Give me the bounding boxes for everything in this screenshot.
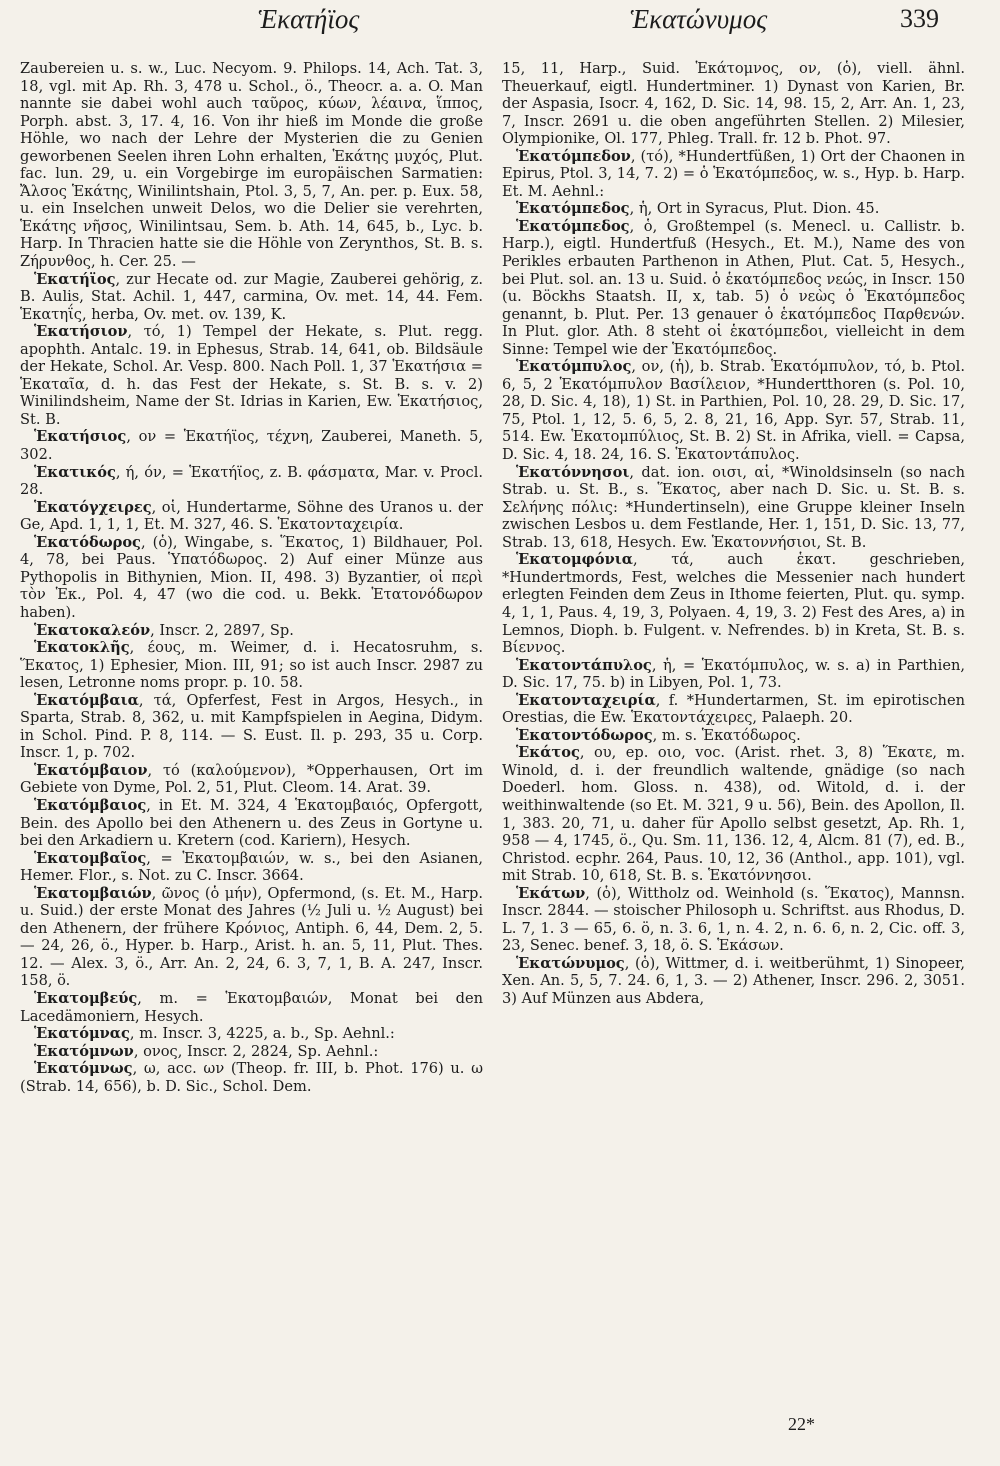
entry-text: , τό (καλούμενον), *Opperhausen, Ort im Gebiete von Dyme, Pol. 2, 51, Plut. Cleom. 14. Arat. 39.: [20, 761, 483, 797]
dictionary-entry: [502, 218, 965, 358]
entry-text: , (τό), *Hundertfüßen, 1) Ort der Chaonen in Epirus, Ptol. 3, 14, 7. 2) = ὁ Ἑκατόμπεδος, w. s., Hyp. b. Harp. Et. M. Aehnl.:: [502, 147, 965, 200]
dictionary-entry: [20, 499, 483, 534]
page-number: 339: [900, 4, 939, 33]
dictionary-entry: [20, 762, 483, 797]
entry-lemma: Ἑκατόμβαια: [34, 691, 139, 709]
entry-lemma: Ἑκάτων: [516, 884, 586, 902]
dictionary-entry: [20, 323, 483, 428]
entry-lemma: Ἑκατομφόνια: [516, 551, 634, 569]
header-right-word: Ἑκατώνυμος: [630, 4, 768, 34]
dictionary-entry: [502, 148, 965, 201]
entry-lemma: Ἑκατόμπεδον: [516, 147, 631, 165]
entry-lemma: Ἑκατόμβαιος: [34, 796, 147, 814]
entry-text: , (ὁ), Wittholz od. Weinhold (s. Ἕκατος), Mannsn. Inscr. 2844. — stoischer Philosoph u. Schriftst. aus Rhodus, D. L. 7, 1. 3 — 65, 6. ö, n. 3. 6, 1, n. 4. 2, n. 6. 6, n. 2, Cic. off. 3, 23, Senec. benef. 3, 18, ö. S. Ἑκάσων.: [502, 884, 965, 955]
dictionary-entry: [502, 692, 965, 727]
entry-lemma: Ἑκατώνυμος: [516, 954, 625, 972]
entry-text: , f. *Hundertarmen, St. im epirotischen Orestias, die Ew. Ἑκατοντάχειρες, Palaeph. 20.: [502, 691, 965, 727]
entry-lemma: Ἑκατόμπεδος: [516, 200, 630, 218]
dictionary-entry: [502, 744, 965, 884]
right-column: [502, 60, 965, 1008]
dictionary-entry: [20, 1060, 483, 1095]
entry-lemma: Ἑκατοντόδωρος: [516, 726, 653, 744]
dictionary-entry: [20, 534, 483, 622]
signature-mark: 22*: [788, 1414, 815, 1434]
entry-lemma: Ἑκατόμνας: [34, 1025, 130, 1043]
entry-text: , τά, auch ἑκατ. geschrieben, *Hundertmords, Fest, welches die Messenier nach hundert erlegten Feinden dem Zeus in Ithome feierten, Plut. qu. symp. 4, 1, 1, Paus. 4, 19, 3, Polyaen. 4, 19, 3. 2) Fest des Ares, a) in Lemnos, Dioph. b. Fulgent. v. Nefrendes. b) in Kreta, St. B. s. Βίεννος.: [502, 551, 965, 657]
entry-lemma: Ἑκατομβεύς: [34, 989, 138, 1007]
dictionary-entry: [20, 464, 483, 499]
entry-text: , Inscr. 2, 2897, Sp.: [150, 621, 294, 639]
entry-text: , ἡ, Ort in Syracus, Plut. Dion. 45.: [629, 200, 880, 218]
entry-text: , (ὁ), Wingabe, s. Ἕκατος, 1) Bildhauer, Pol. 4, 78, bei Paus. Ὑπατόδωρος. 2) Auf einer Münze aus Pythopolis in Bithynien, Mion. II, 498. 3) Byzantier, οἱ περὶ τὸν Ἑκ., Pol. 4, 47 (wo die cod. u. Bekk. Ἑτατονόδωρον haben).: [20, 533, 483, 621]
entry-lemma: Ἑκατοκλῆς: [34, 639, 130, 657]
dictionary-entry: [502, 885, 965, 955]
entry-lemma: Ἑκατικός: [34, 463, 116, 481]
left-column: [20, 60, 483, 1095]
entry-text: , ου, ep. οιο, voc. (Arist. rhet. 3, 8) Ἕκατε, m. Winold, d. i. der freundlich waltende, gnädige (so nach Doederl. hom. Gloss. n. 438), od. Witold, d. i. der weithinwaltende (so Et. M. 321, 9 u. 56), Bein. des Apollon, Il. 1, 383. 20, 71, u. daher für Apollo selbst gesetzt, Ap. Rh. 1, 958 — 4, 1745, ö., Qu. Sm. 11, 136. 12, 4, Alcm. 81 (7), ed. B., Christod. ecphr. 264, Paus. 10, 12, 36 (Anthol., app. 101), vgl. mit Strab. 10, 618, St. B. s. Ἑκατόννησοι.: [502, 744, 965, 885]
entry-text: , οἱ, Hundertarme, Söhne des Uranos u. der Ge, Apd. 1, 1, 1, Et. M. 327, 46. S. Ἑκατονταχειρία.: [20, 498, 483, 534]
entry-text: , zur Hecate od. zur Magie, Zauberei gehörig, z. B. Aulis, Stat. Achil. 1, 447, carmina, Ov. met. 14, 44. Fem. Ἑκατηΐς, herba, Ov. met. ov. 139, K.: [20, 270, 483, 323]
entry-lemma: Ἑκατόγχειρες: [34, 498, 152, 516]
dictionary-entry: [20, 692, 483, 762]
entry-lemma: Ἑκατοντάπυλος: [516, 656, 652, 674]
running-head: [0, 4, 1000, 44]
entry-text: , m. = Ἑκατομβαιών, Monat bei den Lacedämoniern, Hesych.: [20, 989, 483, 1025]
entry-text: , ονος, Inscr. 2, 2824, Sp. Aehnl.:: [133, 1042, 379, 1060]
entry-text: , ὁ, Großtempel (s. Menecl. u. Callistr. b. Harp.), eigtl. Hundertfuß (Hesych., Et. M.), Name des von Perikles erbauten Parthenon in Athen, Plut. Cat. 5, Hesych., bei Plut. sol. an. 13 u. Suid. ὁ ἑκατόμπεδος νεώς, in Inscr. 150 (u. Böckhs Staatsh. II, x, tab. 5) ὁ νεὼς ὁ Ἑκατόμπεδος genannt, b. Plut. Per. 13 genauer ὁ ἑκατόμπεδος Παρθενών. In Plut. glor. Ath. 8 steht οἱ ἑκατόμπεδοι, vielleicht in dem Sinne: Tempel wie der Ἑκατόμπεδος.: [502, 217, 965, 358]
entry-lemma: Ἑκατόννησοι: [516, 463, 630, 481]
dictionary-entry: [20, 271, 483, 324]
dictionary-entry: [20, 885, 483, 990]
entry-lemma: Ἑκατόμνως: [34, 1060, 133, 1078]
dictionary-entry: [20, 990, 483, 1025]
dictionary-entry: [502, 60, 965, 148]
dictionary-entry: [20, 428, 483, 463]
entry-text: , m. s. Ἑκατόδωρος.: [652, 726, 801, 744]
dictionary-entry: [502, 551, 965, 656]
entry-text: Zaubereien u. s. w., Luc. Necyom. 9. Philops. 14, Ach. Tat. 3, 18, vgl. mit Ap. Rh. 3, 478 u. Schol., ö., Theocr. a. a. O. Man nannte sie dabei wohl auch ταῦρος, κύων, λέαινα, ἵππος, Porph. abst. 3, 17. 4, 16. Von ihr hieß im Monde die große Höhle, wo nach der Lehre der Mysterien die zu Genien geworbenen Seelen ihren Lohn erhalten, Ἑκάτης μυχός, Plut. fac. lun. 29, u. ein Vorgebirge im europäischen Sarmatien: Ἄλσος Ἑκάτης, Winilintshain, Ptol. 3, 5, 7, An. per. p. Eux. 58, u. ein Inselchen unweit Delos, wo die Delier sie verehrten, Ἑκάτης νῆσος, Winilintsau, Sem. b. Ath. 14, 645, b., Lyc. b. Harp. In Thracien hatte sie die Höhle von Zerynthos, St. B. s. Ζήρυνθος, h. Cer. 25. —: [20, 60, 483, 271]
dictionary-entry: [20, 797, 483, 850]
dictionary-entry: [502, 727, 965, 745]
dictionary-entry: [20, 639, 483, 692]
dictionary-entry: [20, 1025, 483, 1043]
entry-lemma: Ἑκάτος: [516, 744, 580, 762]
entry-lemma: Ἑκατήσιον: [34, 323, 128, 341]
dictionary-entry: [20, 1043, 483, 1061]
entry-text: , in Et. M. 324, 4 Ἑκατομβαιός, Opfergott, Bein. des Apollo bei den Athenern u. des Zeus in Gortyne u. bei den Arkadiern u. Kretern (cod. Kariern), Hesych.: [20, 796, 483, 850]
entry-text: , ῶνος (ὁ μήν), Opfermond, (s. Et. M., Harp. u. Suid.) der erste Monat des Jahres (½ Juli u. ½ August) bei den Athenern, der frühere Κρόνιος, Antiph. 6, 44, Dem. 2, 5. — 24, 26, ö., Hyper. b. Harp., Arist. h. an. 5, 11, Plut. Thes. 12. — Alex. 3, ö., Arr. An. 2, 24, 6. 3, 7, 1, B. A. 247, Inscr. 158, ö.: [20, 884, 483, 990]
dictionary-entry: [20, 622, 483, 640]
dictionary-entry: [502, 657, 965, 692]
entry-lemma: Ἑκατόμνων: [34, 1042, 134, 1060]
entry-text: , ἡ, = Ἑκατόμπυλος, w. s. a) in Parthien, D. Sic. 17, 75. b) in Libyen, Pol. 1, 73.: [502, 656, 965, 692]
entry-lemma: Ἑκατοκαλεόν: [34, 621, 151, 639]
dictionary-entry: [20, 850, 483, 885]
entry-lemma: Ἑκατόμπεδος: [516, 217, 630, 235]
header-left-word: Ἑκατήϊος: [258, 4, 360, 34]
entry-lemma: Ἑκατομβαῖος: [34, 849, 147, 867]
entry-lemma: Ἑκατόδωρος: [34, 533, 141, 551]
entry-text: , τά, Opferfest, Fest in Argos, Hesych., in Sparta, Strab. 8, 362, u. mit Kampfspielen in Aegina, Didym. in Schol. Pind. P. 8, 114. — S. Eust. Il. p. 293, 35 u. Corp. Inscr. 1, p. 702.: [20, 691, 483, 762]
entry-lemma: Ἑκατήϊος: [34, 270, 116, 288]
entry-lemma: Ἑκατήσιος: [34, 428, 127, 446]
dictionary-entry: [502, 358, 965, 463]
entry-text: , έους, m. Weimer, d. i. Hecatosruhm, s. Ἕκατος, 1) Ephesier, Mion. III, 91; so ist auch Inscr. 2987 zu lesen, Letronne noms propr. p. 10. 58.: [20, 639, 483, 692]
dictionary-entry: [502, 464, 965, 552]
entry-text: , (ὁ), Wittmer, d. i. weitberühmt, 1) Sinopeer, Xen. An. 5, 5, 7. 24. 6, 1, 3. — 2) Athener, Inscr. 296. 2, 3051. 3) Auf Münzen aus Abdera,: [502, 954, 965, 1007]
dictionary-entry: [502, 955, 965, 1008]
entry-text: , τό, 1) Tempel der Hekate, s. Plut. regg. apophth. Antalc. 19. in Ephesus, Strab. 14, 641, ob. Bildsäule der Hekate, Schol. Ar. Vesp. 800. Nach Poll. 1, 37 Ἑκατήσια = Ἑκαταῖα, d. h. das Fest der Hekate, s. St. B. s. v. 2) Winilindsheim, Name der St. Idrias in Karien, Ew. Ἑκατήσιος, St. B.: [20, 323, 483, 428]
entry-text: , ον = Ἑκατήϊος, τέχνη, Zauberei, Maneth. 5, 302.: [20, 428, 483, 464]
entry-text: , dat. ion. οισι, αἱ, *Winoldsinseln (so nach Strab. u. St. B., s. Ἕκατος, aber nach D. Sic. u. St. B. s. Σελήνης πόλις: *Hundertinseln), eine Gruppe kleiner Inseln zwischen Lesbos u. dem Festlande, Her. 1, 151, D. Sic. 13, 77, Strab. 13, 618, Hesych. Ew. Ἑκατοννήσιοι, St. B.: [502, 463, 965, 551]
entry-text: , = Ἑκατομβαιών, w. s., bei den Asianen, Hemer. Flor., s. Not. zu C. Inscr. 3664.: [20, 849, 483, 885]
entry-lemma: Ἑκατομβαιών: [34, 884, 152, 902]
entry-lemma: Ἑκατόμβαιον: [34, 761, 148, 779]
entry-text: , ον, (ἡ), b. Strab. Ἑκατόμπυλον, τό, b. Ptol. 6, 5, 2 Ἑκατόμπυλον Βασίλειον, *Hundertthoren (s. Pol. 10, 28, D. Sic. 4, 18), 1) St. in Parthien, Pol. 10, 28. 29, D. Sic. 17, 75, Ptol. 1, 12, 5. 6, 5, 2. 8, 21, 16, App. Syr. 57, Strab. 11, 514. Ew. Ἑκατομπύλιος, St. B. 2) St. in Afrika, viell. = Capsa, D. Sic. 4, 18. 24, 16. S. Ἑκατοντάπυλος.: [502, 358, 965, 464]
entry-lemma: Ἑκατόμπυλος: [516, 358, 632, 376]
entry-text: , ω, acc. ων (Theop. fr. III, b. Phot. 176) u. ω (Strab. 14, 656), b. D. Sic., Schol. Dem.: [20, 1060, 483, 1095]
dictionary-entry: [20, 60, 483, 271]
entry-text: , ή, όν, = Ἑκατήϊος, z. B. φάσματα, Mar. v. Procl. 28.: [20, 463, 483, 499]
entry-lemma: Ἑκατονταχειρία: [516, 691, 656, 709]
entry-text: , m. Inscr. 3, 4225, a. b., Sp. Aehnl.:: [129, 1025, 395, 1043]
dictionary-entry: [502, 200, 965, 218]
entry-text: 15, 11, Harp., Suid. Ἑκάτομνος, ον, (ὁ), viell. ähnl. Theuerkauf, eigtl. Hundertminer. 1) Dynast von Karien, Br. der Aspasia, Isocr. 4, 162, D. Sic. 14, 98. 15, 2, Arr. An. 1, 23, 7, Inscr. 2691 u. die oben angeführten Stellen. 2) Milesier, Olympionike, Ol. 177, Phleg. Trall. fr. 12 b. Phot. 97.: [502, 60, 965, 148]
